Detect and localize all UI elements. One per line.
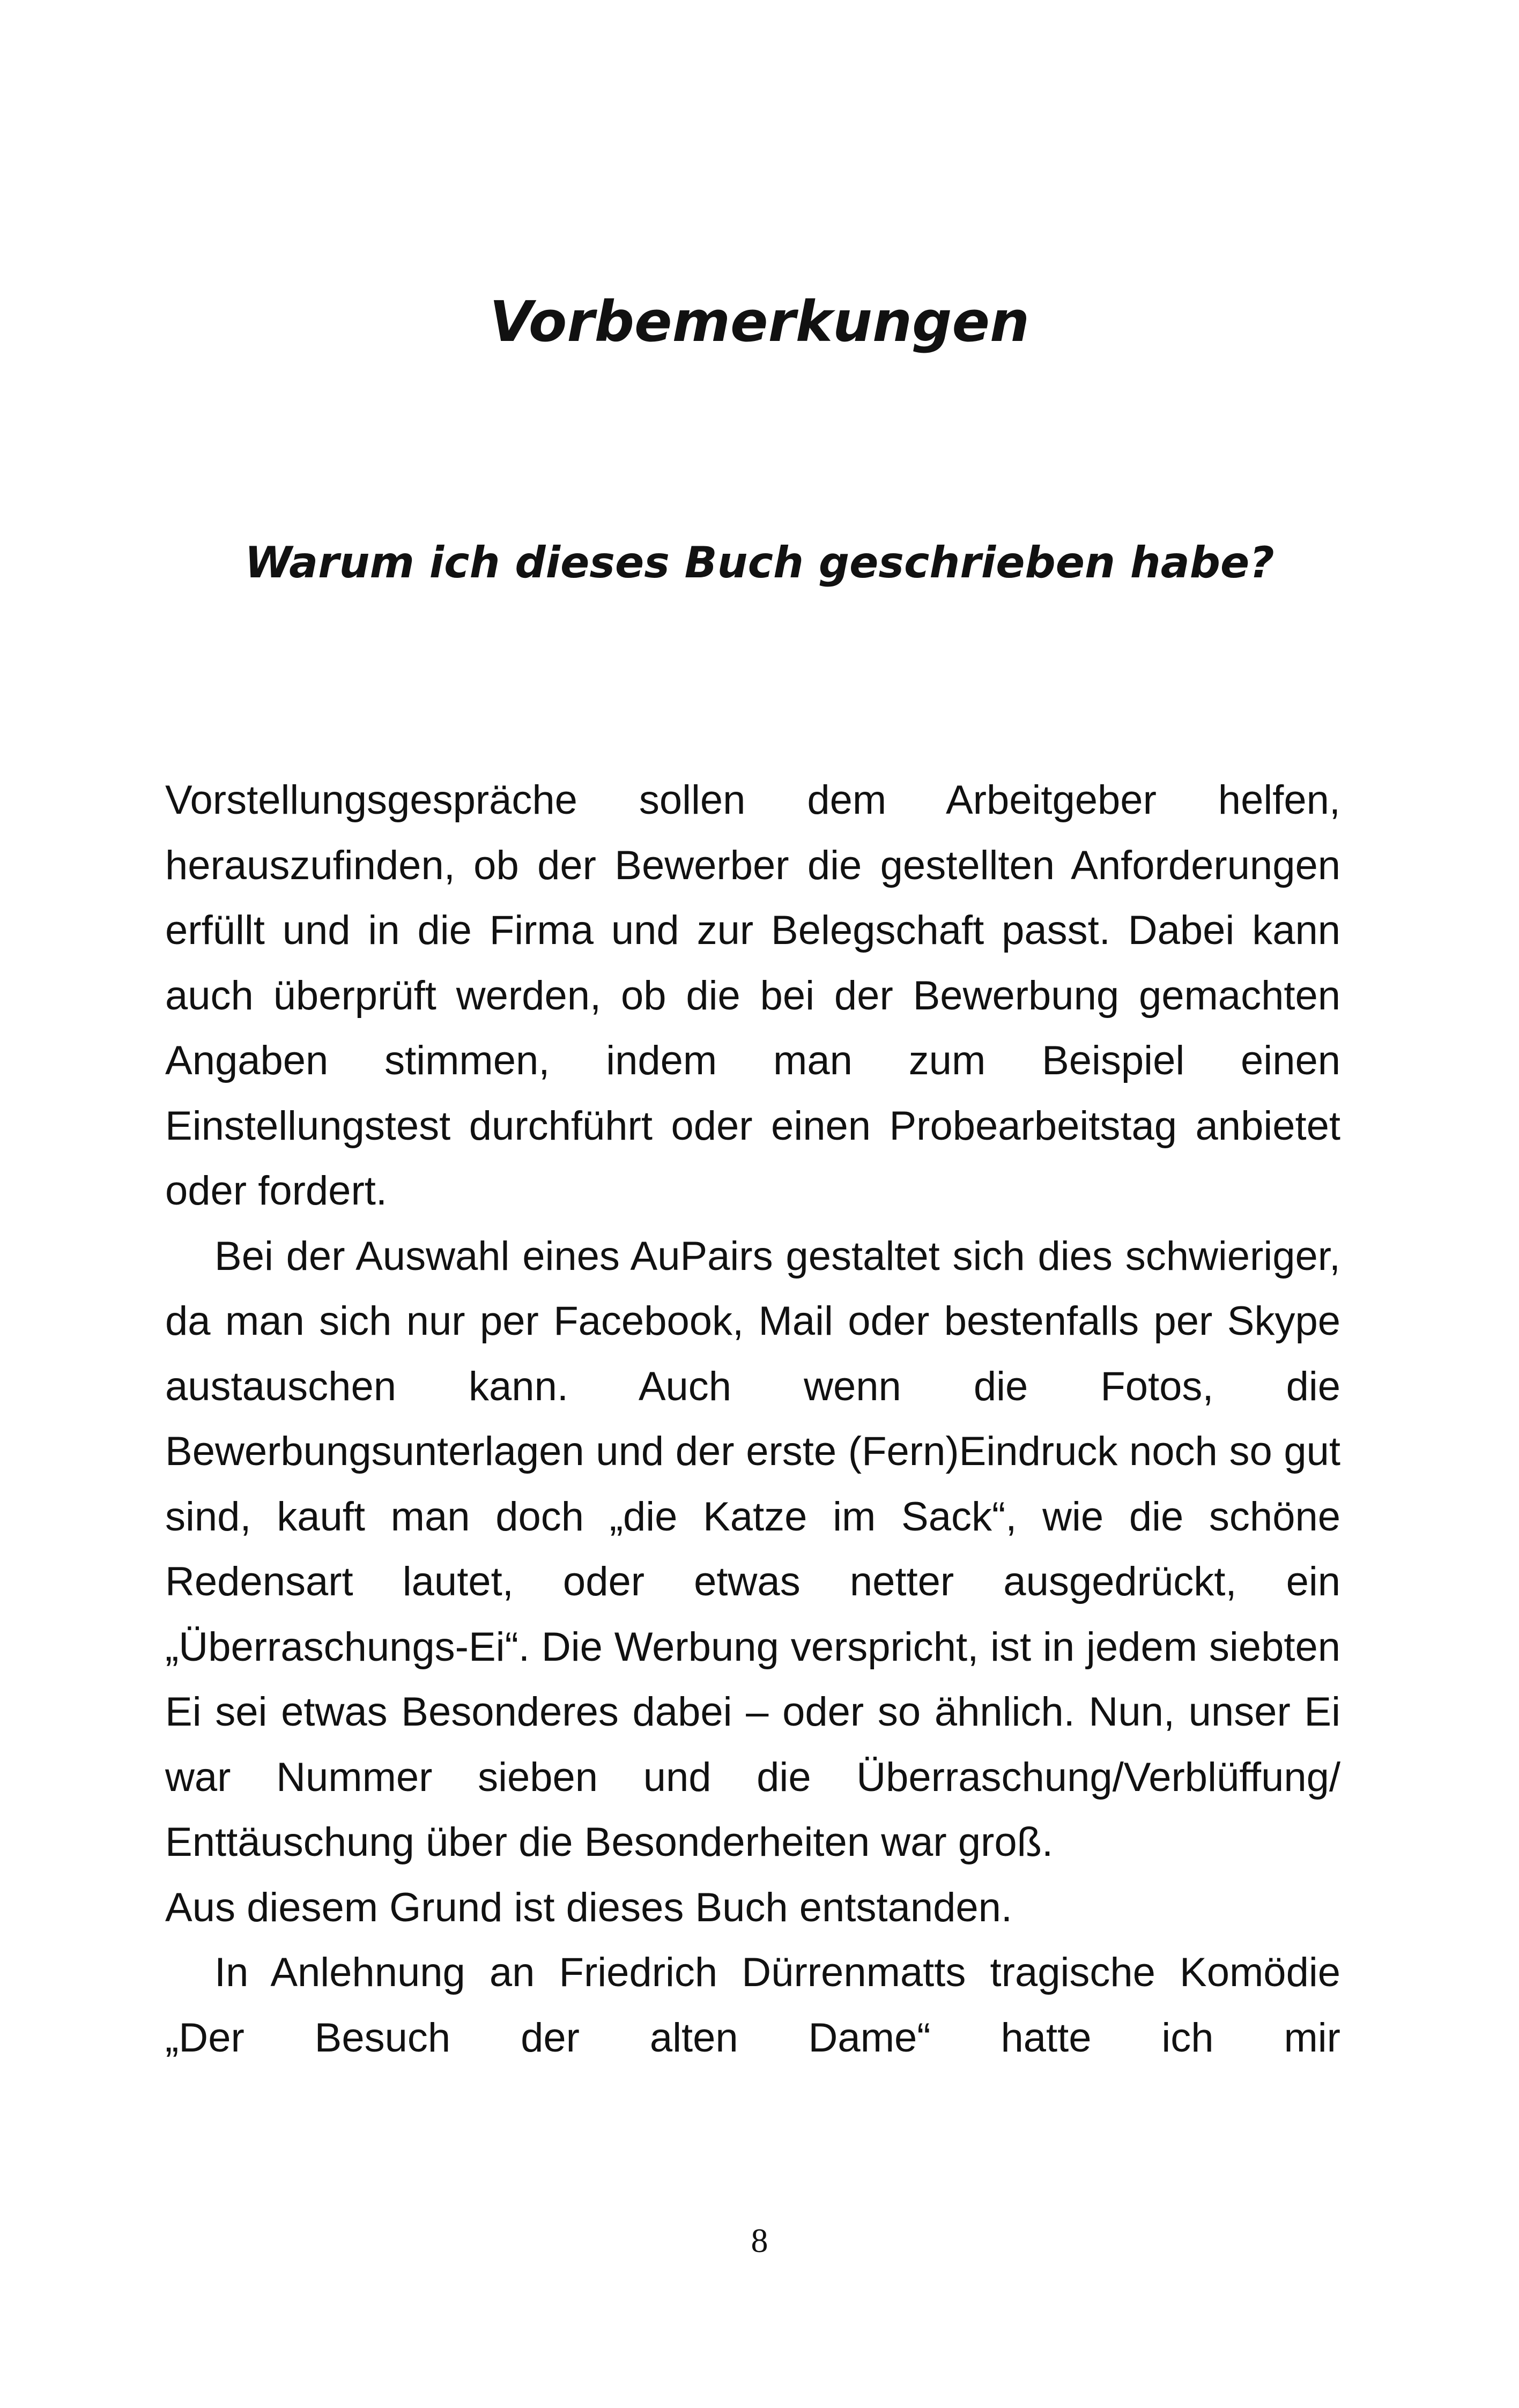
body-text [165,768,1340,2070]
paragraph-4: In Anlehnung an Friedrich Dürrenmatts tragische Komödie „Der Besuch der alten Dame“ hatte ich mir [165,1950,1340,2061]
paragraph-3: Aus diesem Grund ist dieses Buch entstanden. [165,1884,1013,1930]
page-number: 8 [751,2221,768,2260]
chapter-title: Vorbemerkungen [489,289,1030,354]
paragraph-2: Bei der Auswahl eines AuPairs gestaltet sich dies schwieriger, da man sich nur per Facebook, Mail oder bestenfalls per Skype austauschen kann. Auch wenn die Fotos, die Bewerbungsunterlagen und der erste (Fern)Eindruck noch so gut sind, kauft man doch „die Katze im Sack“, wie die schöne Redensart lautet, oder etwas netter ausgedrückt, ein „Überraschungs-Ei“. Die Werbung verspricht, ist in jedem siebten Ei sei etwas Besonderes dabei – oder so ähnlich. Nun, unser Ei war Nummer sieben und die Überraschung/Verblüffung/ Enttäuschung über die Besonderheiten war groß. [165,1233,1340,1865]
section-subtitle: Warum ich dieses Buch geschrieben habe? [244,538,1275,588]
paragraph-1: Vorstellungsgespräche sollen dem Arbeitgeber helfen, herauszufinden, ob der Bewerber die gestellten Anforderungen erfüllt und in die Firma und zur Belegschaft passt. Dabei kann auch überprüft werden, ob die bei der Bewerbung gemachten Angaben stimmen, indem man zum Beispiel einen Einstellungstest durchführt oder einen Probearbeitstag anbietet oder fordert. [165,777,1340,1214]
